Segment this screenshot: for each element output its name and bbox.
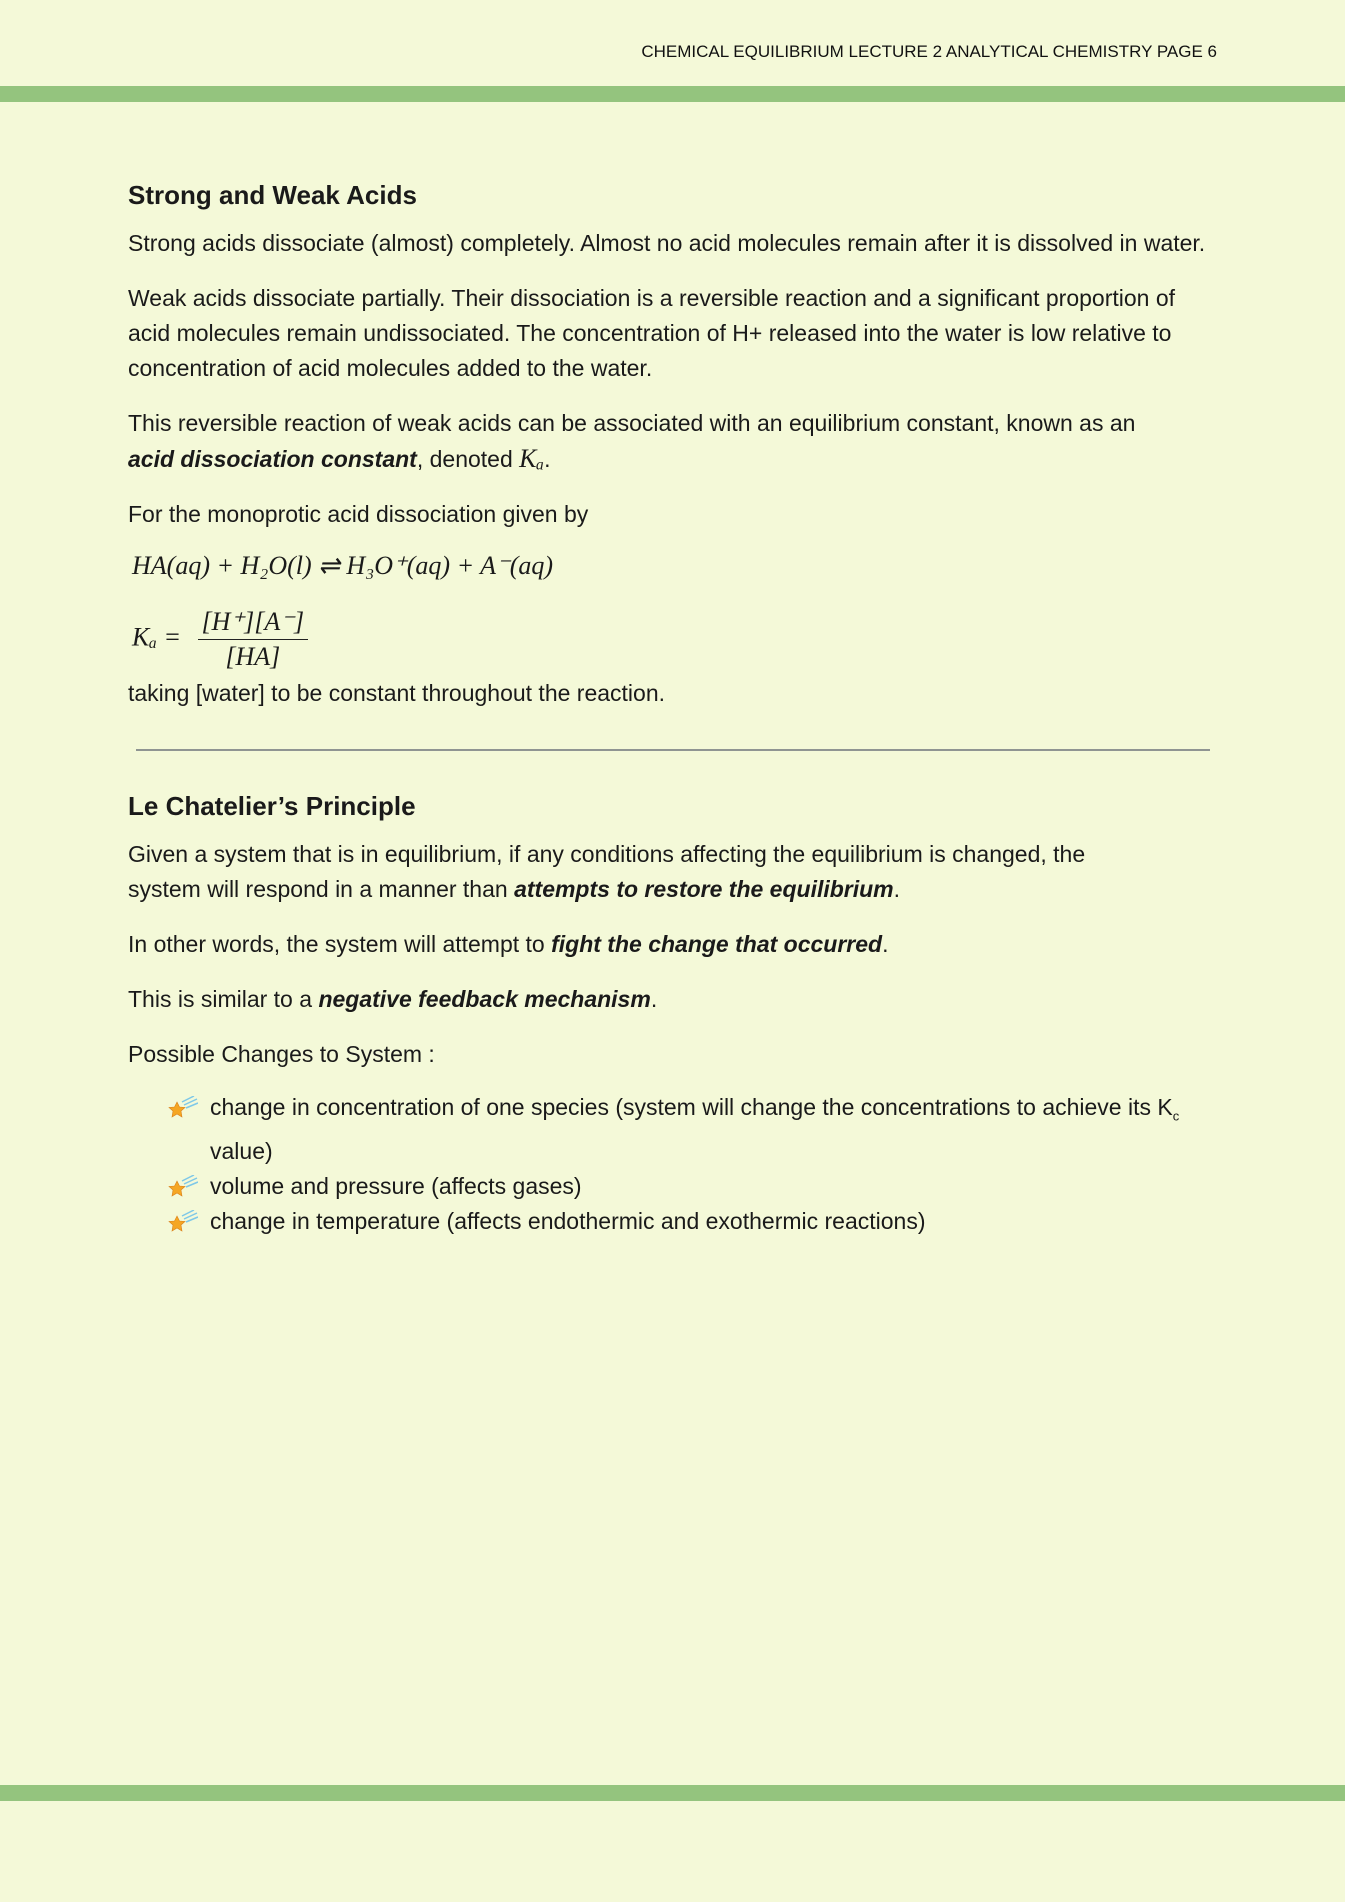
shooting-star-icon	[168, 1096, 198, 1120]
paragraph-feedback	[128, 982, 1218, 1017]
text: Given a system that is in equilibrium, if any conditions affecting the equilibrium is changed, the system will respond in a manner than	[128, 841, 1086, 902]
text: .	[882, 931, 889, 957]
header-accent-bar	[0, 86, 1345, 102]
text: change in concentration of one species (system will change the concentrations to achieve its K	[210, 1094, 1173, 1120]
subscript: c	[1172, 1108, 1180, 1124]
dissociation-equation: HA(aq) + H₂O(l) ⇌ H₃O⁺(aq) + A⁻(aq)	[132, 551, 554, 580]
page-header-title: CHEMICAL EQUILIBRIUM LECTURE 2 ANALYTICAL CHEMISTRY PAGE 6	[641, 42, 1217, 61]
paragraph-monoprotic: For the monoprotic acid dissociation given by	[128, 501, 589, 527]
text: value)	[210, 1137, 273, 1164]
text: This reversible reaction of weak acids can be associated with an equilibrium constant, known as an	[128, 410, 1136, 436]
text: In other words, the system will attempt to	[128, 931, 552, 957]
ka-formula	[132, 607, 1218, 672]
shooting-star-icon	[168, 1175, 198, 1199]
footer-accent-bar	[0, 1785, 1345, 1801]
paragraph-ka-definition	[128, 406, 1218, 477]
list-item	[168, 1204, 1218, 1239]
text: volume and pressure (affects gases)	[210, 1172, 582, 1199]
bold-term: negative feedback mechanism	[318, 986, 651, 1012]
section-heading-le-chatelier: Le Chatelier’s Principle	[128, 791, 416, 821]
shooting-star-icon	[168, 1210, 198, 1234]
bold-term: fight the change that occurred	[551, 931, 883, 957]
text: change in temperature (affects endothermic and exothermic reactions)	[210, 1207, 926, 1234]
ka-lhs: Kₐ =	[132, 622, 181, 652]
list-item	[168, 1090, 1218, 1169]
bold-term: acid dissociation constant	[128, 446, 417, 472]
paragraph-le-chatelier-def	[128, 837, 1128, 907]
bold-term: attempts to restore the equilibrium	[514, 876, 894, 902]
ka-numerator: [H⁺][A⁻]	[198, 607, 309, 640]
paragraph-other-words	[128, 927, 1218, 962]
ka-denominator: [HA]	[225, 642, 281, 671]
list-item	[168, 1169, 1218, 1204]
paragraph-weak-acids: Weak acids dissociate partially. Their dissociation is a reversible reaction and a significant proportion of acid molecules remain undissociated. The concentration of H+ released into the water is low relative to concentration of acid molecules added to the water.	[128, 285, 1176, 381]
changes-list	[128, 1090, 1218, 1239]
document-body	[128, 178, 1218, 1239]
paragraph-strong-acids: Strong acids dissociate (almost) completely. Almost no acid molecules remain after it is dissolved in water.	[128, 230, 1206, 256]
ka-symbol: Kₐ	[519, 444, 545, 473]
paragraph-water-constant: taking [water] to be constant throughout the reaction.	[128, 680, 666, 706]
text: , denoted	[416, 446, 520, 472]
text: .	[544, 446, 551, 472]
ka-fraction	[198, 607, 309, 672]
section-heading-acids: Strong and Weak Acids	[128, 180, 417, 210]
section-divider	[136, 749, 1210, 751]
paragraph-possible-changes: Possible Changes to System :	[128, 1041, 435, 1067]
text: This is similar to a	[128, 986, 319, 1012]
text: .	[893, 876, 901, 902]
text: .	[650, 986, 658, 1012]
